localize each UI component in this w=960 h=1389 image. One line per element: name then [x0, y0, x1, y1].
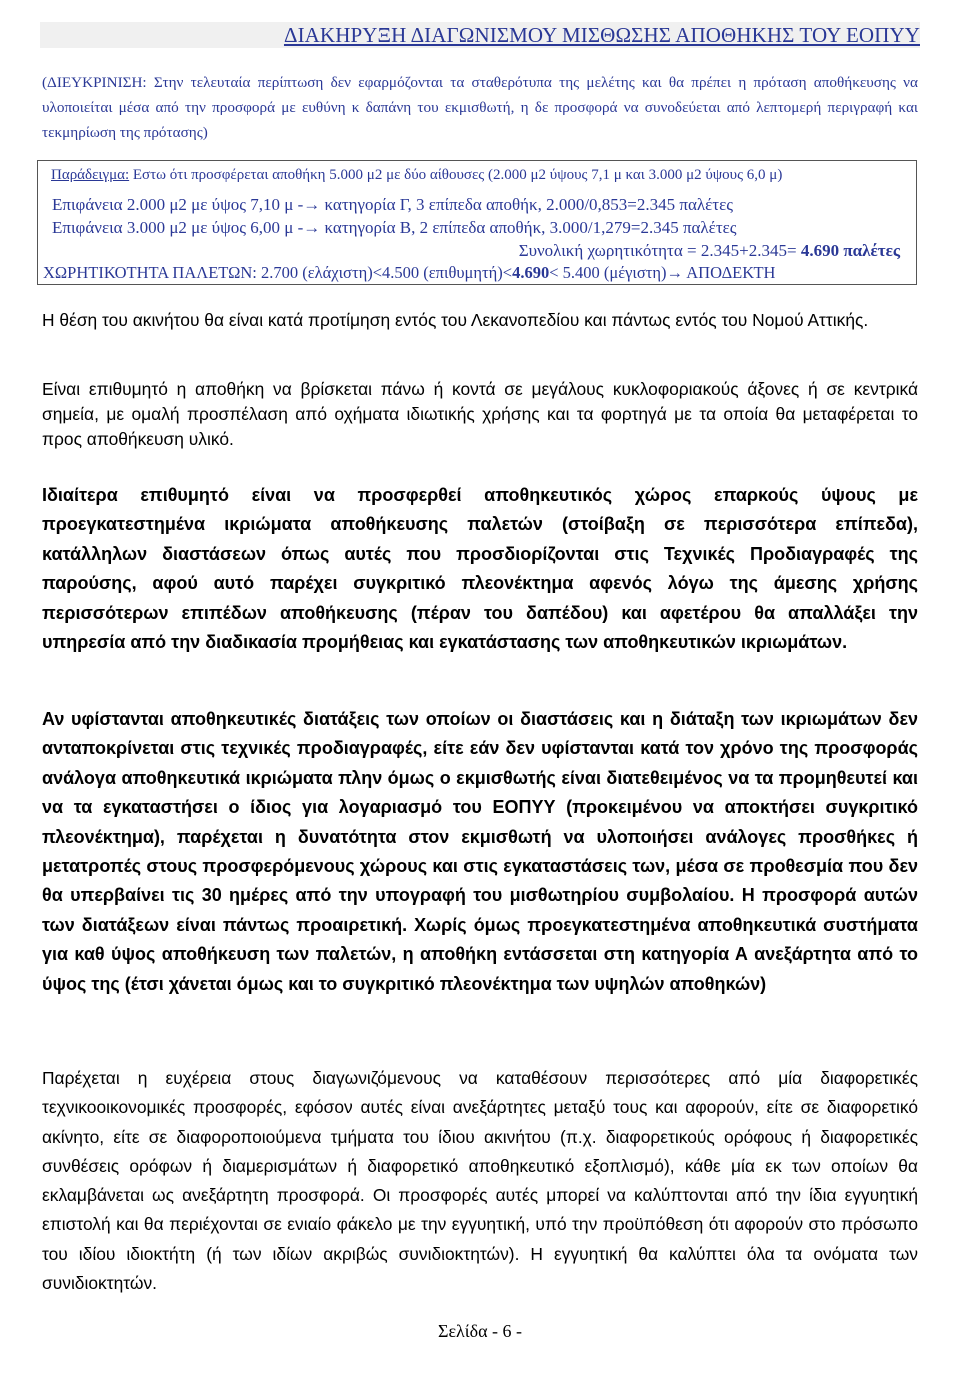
- document-title: ΔΙΑΚΗΡΥΞΗ ΔΙΑΓΩΝΙΣΜΟΥ ΜΙΣΘΩΣΗΣ ΑΠΟΘΗΚΗΣ ΤΟΥ ΕΟΠΥΥ: [283, 23, 920, 47]
- example-capacity-tail: < 5.400 (μέγιστη)→ ΑΠΟΔΕΚΤΗ: [549, 263, 776, 282]
- example-capacity-text: ΧΩΡΗΤΙΚΟΤΗΤΑ ΠΑΛΕΤΩΝ: 2.700 (ελάχιστη)<4.500 (επιθυμητή)<: [43, 263, 513, 282]
- example-total-value: 4.690 παλέτες: [800, 241, 900, 260]
- clarification-note: [42, 70, 918, 145]
- page-number: Σελίδα - 6 -: [437, 1321, 522, 1341]
- example-capacity: [43, 263, 775, 283]
- paragraph-location: Η θέση του ακινήτου θα είναι κατά προτίμηση εντός του Λεκανοπεδίου και πάντως εντός του Νομού Αττικής.: [42, 310, 869, 330]
- example-total: [519, 241, 900, 261]
- example-line-1: Επιφάνεια 2.000 μ2 με ύψος 7,10 μ -→ κατηγορία Γ, 3 επίπεδα αποθήκ, 2.000/0,853=2.345 παλέτες: [52, 195, 733, 214]
- example-intro: [51, 167, 782, 184]
- example-box: [37, 160, 917, 285]
- paragraph-racking-installation: Αν υφίστανται αποθηκευτικές διατάξεις των οποίων οι διαστάσεις και η διάταξη των ικριωμάτων δεν ανταποκρίνεται στις τεχνικές προδιαγραφές, είτε εάν δεν υφίστανται κατά τον χρόνο της προσφοράς ανάλογα αποθηκευτικά ικριώματα πλην όμως ο εκμισθωτής είναι διατεθειμένος να τα προμηθευτεί και να τα εγκαταστήσει ο ίδιος για λογαριασμό του ΕΟΠΥΥ (προκειμένου να αποκτήσει συγκριτικό πλεονέκτημα), παρέχεται η δυνατότητα στον εκμισθωτή να υλοποιήσει ανάλογες προσθήκες ή μετατροπές στους προσφερόμενους χώρους και στις εγκαταστάσεις των, μέσα σε προθεσμία που δεν θα υπερβαίνει τις 30 ημέρες από την υπογραφή του μισθωτηρίου συμβολαίου. Η προσφορά αυτών των διατάξεων είναι πάντως προαιρετική. Χωρίς όμως προεγκατεστημένα αποθηκευτικά συστήματα για καθ ύψος αποθήκευση των παλετών, η αποθήκη εντάσσεται στη κατηγορία Α ανεξάρτητα από το ύψος της (έτσι χάνεται όμως και το συγκριτικό πλεονέκτημα των υψηλών αποθηκών): [42, 709, 918, 994]
- example-line-2: Επιφάνεια 3.000 μ2 με ύψος 6,00 μ -→ κατηγορία Β, 2 επίπεδα αποθήκ, 3.000/1,279=2.345 παλέτες: [52, 218, 737, 237]
- paragraph-multiple-offers: Παρέχεται η ευχέρεια στους διαγωνιζόμενους να καταθέσουν περισσότερες από μία διαφορετικές τεχνικοοικονομικές προσφορές, εφόσον αυτές είναι ανεξάρτητες μεταξύ τους και αφορούν, είτε σε διαφορετικό ακίνητο, είτε σε διαφοροποιούμενα τμήματα του ίδιου ακινήτου (π.χ. διαφορετικούς ορόφους ή διαφορετικές συνθέσεις ορόφων ή διαμερισμάτων ή διαφορετικό αποθηκευτικό εξοπλισμό), κάθε μία εκ των οποίων θα εκλαμβάνεται ως ανεξάρτητη προσφορά. Οι προσφορές αυτές μπορεί να καλύπτονται από την ίδια εγγυητική επιστολή και θα περιέχονται σε ενιαίο φάκελο με την εγγυητική, υπό την προϋπόθεση ότι αφορούν στο πρόσωπο του ιδίου ιδιοκτήτη (ή των ιδίων ακριβώς συνιδιοκτητών). Η εγγυητική θα καλύπτει όλα τα ονόματα των συνιδιοκτητών.: [42, 1068, 918, 1294]
- example-intro-text: Εστω ότι προσφέρεται αποθήκη 5.000 μ2 με δύο αίθουσες (2.000 μ2 ύψους 7,1 μ και 3.000 μ2 ύψους 6,0 μ): [129, 167, 783, 183]
- example-total-text: Συνολική χωρητικότητα = 2.345+2.345=: [518, 241, 801, 260]
- paragraph-access: Είναι επιθυμητό η αποθήκη να βρίσκεται πάνω ή κοντά σε μεγάλους κυκλοφοριακούς άξονες ή σε κεντρικά σημεία, με ομαλή προσπέλαση από οχήματα ιδιωτικής χρήσης και τα φορτηγά με τα οποία θα μεταφέρεται το προς αποθήκευση υλικό.: [42, 379, 918, 449]
- example-capacity-value: 4.690: [512, 263, 550, 282]
- clarification-text: (ΔΙΕΥΚΡΙΝΙΣΗ: Στην τελευταία περίπτωση δεν εφαρμόζονται τα σταθερότυπα της μελέτης και θα πρέπει η πρόταση αποθήκευσης να υλοποιείται μέσα από την προσφορά με ευθύνη κ δαπάνη του εκμισθωτή, η δε προσφορά να συνοδεύεται από λεπτομερή περιγραφή και τεκμηρίωση της πρότασης): [42, 74, 918, 141]
- example-label: Παράδειγμα:: [51, 167, 130, 183]
- paragraph-racking-preferred: Ιδιαίτερα επιθυμητό είναι να προσφερθεί αποθηκευτικός χώρος επαρκούς ύψους με προεγκατεστημένα ικριώματα αποθήκευσης παλετών (στοίβαξη σε περισσότερα επίπεδα), κατάλληλων διαστάσεων όπως αυτές που προσδιορίζονται στις Τεχνικές Προδιαγραφές της παρούσης, αφού αυτό παρέχει συγκριτικό πλεονέκτημα αφενός λόγω της άμεσης χρήσης περισσότερων επιπέδων αποθήκευσης (πέραν του δαπέδου) και αφετέρου θα απαλλάξει την υπηρεσία από την διαδικασία προμήθειας και εγκατάστασης των αποθηκευτικών ικριωμάτων.: [42, 485, 918, 653]
- document-header: [40, 22, 920, 48]
